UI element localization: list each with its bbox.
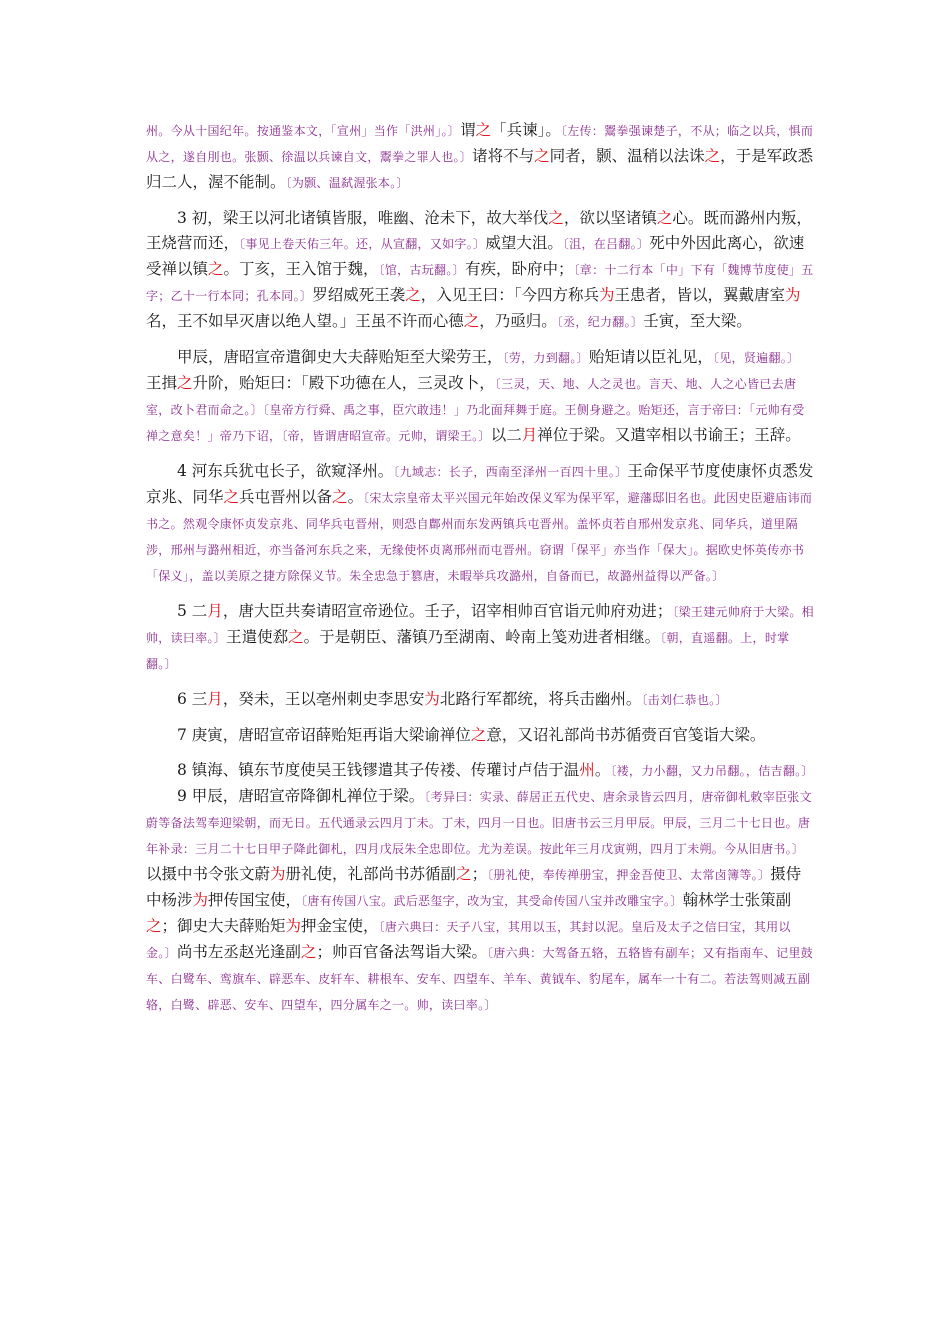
main-text: 死中外因此离心，欲速受禅以镇 — [146, 234, 805, 278]
paragraph — [146, 206, 814, 335]
paragraph — [146, 723, 814, 748]
main-text: 罗绍威死王袭 — [312, 286, 406, 304]
commentary-note: 〔见，贤遍翻。〕 — [712, 351, 800, 365]
main-text: 兵屯晋州以备 — [239, 488, 333, 506]
commentary-note: 〔劳，力到翻。〕 — [502, 351, 589, 365]
highlighted-character: 之 — [475, 121, 492, 139]
commentary-note: 〔帝，皆谓唐昭宣帝。元帅，谓梁王。〕 — [281, 429, 491, 443]
commentary-note: 〔章：十二行本「中」下有「魏博节度使」五字；乙十一行本同；孔本同。〕 — [146, 263, 814, 303]
highlighted-character: 为 — [192, 891, 209, 909]
main-text: 王遣使郄 — [226, 628, 289, 646]
commentary-note: 〔唐六典：大驾备五辂，五辂皆有副车；又有指南车、记里鼓车、白鹭车、鸾旗车、辟恶车、皮轩车、耕根车、安车、四望车、羊车、黄钺车、豹尾车，属车一十有二。若法驾则减五副辂，白鹭、辟恶、安车、四望车，四分属车之一。帅，读曰率。〕 — [146, 946, 814, 1012]
highlighted-character: 之 — [223, 488, 240, 506]
commentary-note: 州。今从十国纪年。按通鉴本文，「宣州」当作「洪州」。〕 — [146, 124, 461, 138]
main-text: 心。既而潞州内叛，王烧营而还， — [146, 209, 812, 252]
paragraph — [146, 118, 814, 196]
main-text: 谓 — [460, 121, 476, 139]
main-text: 升阶，贻矩曰：「殿下功德在人，三灵改卜， — [192, 374, 495, 392]
main-text: 同者，颢、温稍以法诛 — [549, 147, 705, 165]
paragraph — [146, 345, 814, 449]
highlighted-character: 之 — [177, 374, 193, 392]
main-text: 王命保平节度使康怀贞悉发京兆、同华 — [146, 462, 814, 506]
paragraph — [146, 758, 814, 784]
main-text: ，于是军政悉归二人，渥不能制。 — [146, 147, 814, 191]
main-text: 册礼使，礼部尚书苏循副 — [285, 865, 457, 883]
highlighted-character: 之 — [288, 628, 304, 646]
commentary-note: 〔梁王建元帅府于大梁。相帅，读曰率。〕 — [146, 605, 814, 645]
main-text: 贻矩请以臣礼见， — [588, 348, 713, 366]
highlighted-character: 月 — [207, 602, 223, 620]
main-text: 9 甲辰，唐昭宣帝降御札禅位于梁。 — [177, 787, 425, 805]
main-text: 王揖 — [146, 374, 178, 392]
commentary-note: 〔沮，在吕翻。〕 — [562, 237, 650, 251]
main-text: ；御史大夫薛贻矩 — [161, 917, 286, 935]
main-text: 「兵谏」。 — [491, 121, 561, 139]
highlighted-character: 为 — [599, 286, 615, 304]
commentary-note: 〔皇帝方行舜、禹之事，臣穴敢违！」乃北面拜舞于庭。王侧身避之。贻矩还，言于帝曰：「元帅有受禅之意矣！」帝乃下诏， — [146, 403, 805, 443]
main-text: 5 二 — [177, 602, 208, 620]
main-text: ，乃亟归。 — [479, 312, 557, 330]
main-text: 禅位于梁。又遣宰相以书谕王；王辞。 — [537, 426, 801, 444]
commentary-note: 〔三灵，天、地、人之灵也。言天、地、人之心皆已去唐室，改卜君而命之。〕 — [146, 377, 797, 417]
main-text: ；帅百官备法驾诣大梁。 — [316, 943, 487, 961]
main-text: 。 — [347, 488, 364, 506]
main-text: 押金宝使， — [301, 917, 379, 935]
main-text: 尚书左丞赵光逢副 — [176, 943, 301, 961]
commentary-note: 〔朝，直遥翻。上，时掌翻。〕 — [146, 631, 790, 671]
main-text: 4 河东兵犹屯长子，欲窥泽州。 — [177, 462, 394, 480]
main-text: 7 庚寅，唐昭宣帝诏薛贻矩再诣大梁谕禅位 — [177, 726, 471, 744]
main-text: 。于是朝臣、藩镇乃至湖南、岭南上笺劝进者相继。 — [303, 628, 661, 646]
main-text: 威望大沮。 — [485, 234, 563, 252]
main-text: 3 初，梁王以河北诸镇皆服，唯幽、沧未下，故大举伐 — [177, 209, 549, 227]
highlighted-character: 月 — [207, 690, 223, 708]
highlighted-character: 之 — [548, 209, 564, 227]
highlighted-character: 之 — [300, 943, 317, 961]
highlighted-character: 之 — [534, 147, 550, 165]
paragraph — [146, 599, 814, 677]
commentary-note: 〔褛，力小翻，又力吊翻。，佶吉翻。〕 — [610, 764, 814, 778]
main-text: ，入见王曰：「今四方称兵 — [420, 286, 599, 304]
main-text: 以二 — [490, 426, 522, 444]
commentary-note: 〔唐有传国八宝。武后恶玺字，改为宝，其受命传国八宝并改雕宝字。〕 — [301, 894, 683, 908]
main-text: 摄侍中杨涉 — [146, 865, 802, 909]
commentary-note: 〔为颢、温弑渥张本。〕 — [285, 176, 409, 190]
highlighted-character: 之 — [456, 865, 472, 883]
paragraph — [146, 459, 814, 589]
commentary-note: 〔击刘仁恭也。〕 — [641, 693, 728, 707]
commentary-note: 〔馆，古玩翻。〕 — [378, 263, 465, 277]
highlighted-character: 为 — [424, 690, 440, 708]
highlighted-character: 为 — [285, 917, 302, 935]
main-text: 8 镇海、镇东节度使吴王钱镠遣其子传褛、传瓘讨卢佶于温 — [177, 761, 580, 779]
commentary-note: 〔事见上卷天佑三年。还，从宣翻，又如字。〕 — [239, 237, 486, 251]
commentary-note: 〔左传：鬻拳强谏楚子，不从；临之以兵，惧而从之，遂自刖也。张颢、徐温以兵谏自文，鬻拳之罪人也。〕 — [146, 124, 814, 164]
main-text: 以摄中书令张文蔚 — [146, 865, 271, 883]
commentary-note: 〔唐六典曰：天子八宝，其用以玉，其封以泥。皇后及太子之信曰宝，其用以金。〕 — [146, 920, 791, 960]
highlighted-character: 之 — [208, 260, 224, 278]
main-text: ，癸未，王以亳州刺史李思安 — [222, 690, 425, 708]
main-text: 。丁亥，王入馆于魏， — [223, 260, 379, 278]
main-text: ，唐大臣共奏请昭宣帝逊位。壬子，诏宰相帅百官诣元帅府劝进； — [222, 602, 673, 620]
main-text: 翰林学士张策副 — [682, 891, 792, 909]
main-text: 诸将不与 — [472, 147, 535, 165]
main-text: 名，王不如早灭唐以绝人望。」王虽不许而心德 — [146, 312, 464, 330]
main-text: 王患者，皆以，翼戴唐室 — [614, 286, 786, 304]
commentary-note: 〔宋太宗皇帝太平兴国元年始改保义军为保平军，避藩邸旧名也。此因史臣避庙讳而书之。然观令康怀贞发京兆、同华兵屯晋州，则恐自鄜州而东发两镇兵屯晋州。盖怀贞若自邢州发京兆、同华兵，道里隔涉，邢州与潞州相近，亦当备河东兵之来，无缘使怀贞离邢州而屯晋州。窃谓「保平」亦当作「保大」。据欧史怀英传亦书「保义」，盖以美原之捷方除保义节。朱全忠急于篡唐，未暇举兵攻潞州，自备而已，故潞州益得以严备。〕 — [146, 491, 813, 583]
main-text: 6 三 — [177, 690, 208, 708]
highlighted-character: 之 — [146, 917, 162, 935]
highlighted-character: 之 — [656, 209, 673, 227]
commentary-note: 〔考异曰：实录、薛居正五代史、唐余录皆云四月，唐帝御札敕宰臣张文蔚等备法驾奉迎梁朝，而无日。五代通录云四月丁未。丁未，四月一日也。旧唐书云三月甲辰。甲辰，三月二十七日也。唐年补录：三月二十七日甲子降此御札，四月戊辰朱全忠即位。尤为差误。按此年三月戊寅朔，四月丁未朔。今从旧唐书。〕 — [146, 790, 812, 856]
highlighted-character: 之 — [704, 147, 721, 165]
main-text: 押传国宝使， — [208, 891, 302, 909]
main-text: 。 — [594, 761, 611, 779]
highlighted-character: 月 — [521, 426, 538, 444]
paragraph — [146, 687, 814, 713]
highlighted-character: 为 — [270, 865, 286, 883]
main-text: 有疾，卧府中； — [464, 260, 574, 278]
paragraph — [146, 784, 814, 1018]
highlighted-character: 之 — [463, 312, 480, 330]
main-text: 北路行军都统，将兵击幽州。 — [439, 690, 642, 708]
commentary-note: 〔九域志：长子，西南至泽州一百四十里。〕 — [393, 465, 628, 479]
highlighted-character: 为 — [785, 286, 801, 304]
highlighted-character: 州 — [579, 761, 595, 779]
main-text: ； — [471, 865, 488, 883]
commentary-note: 〔丞，纪力翻。〕 — [556, 315, 644, 329]
main-text: ，欲以坚诸镇 — [563, 209, 657, 227]
document-body — [146, 118, 814, 1028]
highlighted-character: 之 — [332, 488, 348, 506]
highlighted-character: 之 — [405, 286, 421, 304]
commentary-note: 〔册礼使，奉传禅册宝，押金吾使卫、太常卤簿等。〕 — [487, 868, 771, 882]
main-text: 壬寅，至大梁。 — [643, 312, 752, 330]
main-text: 甲辰，唐昭宣帝遣御史大夫薛贻矩至大梁劳王， — [177, 348, 503, 366]
main-text: 意，又诏礼部尚书苏循赍百官笺诣大梁。 — [486, 726, 766, 744]
highlighted-character: 之 — [470, 726, 487, 744]
